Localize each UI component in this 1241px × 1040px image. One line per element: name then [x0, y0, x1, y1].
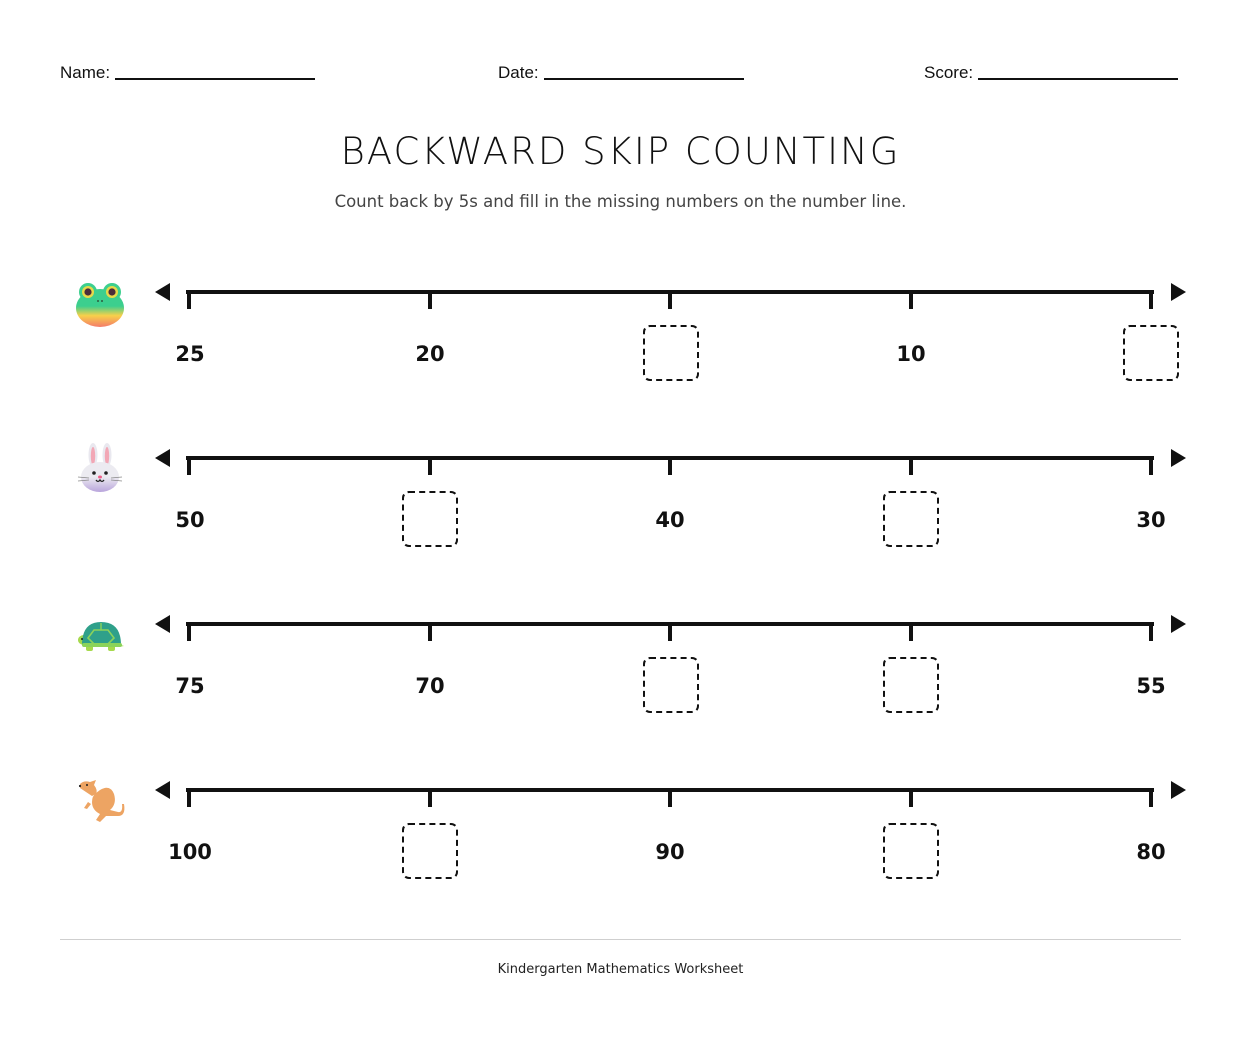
tick-mark: [187, 458, 191, 475]
tick-mark: [187, 790, 191, 807]
instructions: Count back by 5s and fill in the missing numbers on the number line.: [334, 192, 907, 211]
page-title: BACKWARD SKIP COUNTING: [340, 130, 901, 173]
tick-mark: [1149, 458, 1153, 475]
number-label: 50: [175, 508, 205, 532]
number-line-row: [0, 458, 1241, 568]
name-label: Name:: [60, 63, 111, 82]
number-label: 70: [415, 674, 445, 698]
date-blank-line[interactable]: [544, 78, 744, 80]
tick-mark: [428, 624, 432, 641]
number-label: 90: [655, 840, 685, 864]
arrow-right-icon: [1171, 449, 1186, 467]
number-label: 20: [415, 342, 445, 366]
tick-mark: [1149, 790, 1153, 807]
tick-mark: [668, 624, 672, 641]
arrow-left-icon: [155, 781, 170, 799]
date-field: [498, 62, 744, 84]
worksheet-header: [60, 62, 1181, 86]
footer-divider: [60, 939, 1181, 940]
kangaroo-icon: [74, 776, 126, 828]
arrow-right-icon: [1171, 283, 1186, 301]
tick-mark: [428, 292, 432, 309]
answer-box[interactable]: [402, 491, 458, 547]
tick-mark: [909, 790, 913, 807]
tick-mark: [668, 292, 672, 309]
turtle-icon: [74, 616, 126, 668]
tick-mark: [909, 624, 913, 641]
number-line-row: [0, 624, 1241, 734]
number-line-row: [0, 292, 1241, 402]
number-label: 75: [175, 674, 205, 698]
number-label: 55: [1136, 674, 1166, 698]
number-label: 10: [896, 342, 926, 366]
number-label: 80: [1136, 840, 1166, 864]
answer-box[interactable]: [402, 823, 458, 879]
tick-mark: [187, 624, 191, 641]
tick-mark: [668, 458, 672, 475]
tick-mark: [909, 292, 913, 309]
frog-icon: [74, 278, 126, 330]
tick-mark: [428, 790, 432, 807]
tick-mark: [428, 458, 432, 475]
answer-box[interactable]: [883, 823, 939, 879]
tick-mark: [1149, 624, 1153, 641]
number-label: 100: [168, 840, 212, 864]
answer-box[interactable]: [883, 491, 939, 547]
answer-box[interactable]: [643, 325, 699, 381]
date-label: Date:: [498, 63, 539, 82]
tick-mark: [187, 292, 191, 309]
answer-box[interactable]: [643, 657, 699, 713]
score-blank-line[interactable]: [978, 78, 1178, 80]
tick-mark: [668, 790, 672, 807]
number-line-row: [0, 790, 1241, 900]
name-field: [60, 62, 315, 84]
arrow-left-icon: [155, 615, 170, 633]
tick-mark: [1149, 292, 1153, 309]
arrow-left-icon: [155, 449, 170, 467]
arrow-right-icon: [1171, 781, 1186, 799]
score-label: Score:: [924, 63, 974, 82]
answer-box[interactable]: [1123, 325, 1179, 381]
rabbit-icon: [74, 442, 126, 494]
name-blank-line[interactable]: [115, 78, 315, 80]
footer-text: Kindergarten Mathematics Worksheet: [497, 962, 744, 977]
number-label: 40: [655, 508, 685, 532]
number-label: 30: [1136, 508, 1166, 532]
number-label: 25: [175, 342, 205, 366]
tick-mark: [909, 458, 913, 475]
answer-box[interactable]: [883, 657, 939, 713]
arrow-left-icon: [155, 283, 170, 301]
score-field: [924, 62, 1178, 84]
arrow-right-icon: [1171, 615, 1186, 633]
